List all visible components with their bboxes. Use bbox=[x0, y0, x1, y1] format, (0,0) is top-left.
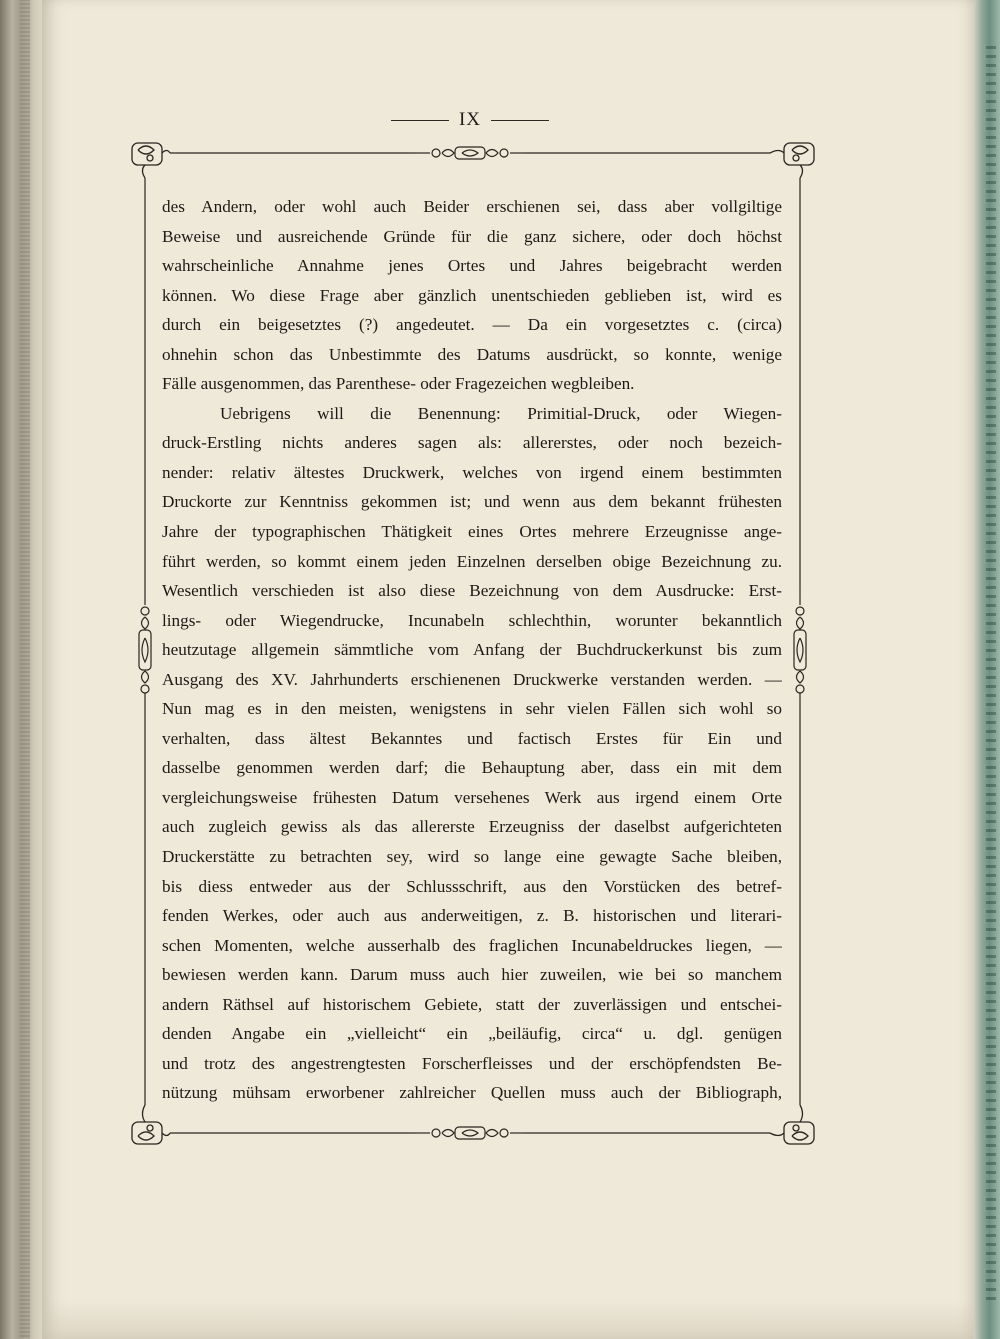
binding-cloth bbox=[20, 0, 30, 1339]
text-line: schen Momenten, welche ausserhalb des fraglichen Incunabeldruckes liegen, — bbox=[162, 935, 782, 955]
text-line: auch zugleich gewiss als das allererste Erzeugniss der daselbst aufgerichteten bbox=[162, 817, 782, 837]
text-line: heutzutage allgemein sämmtliche vom Anfang der Buchdruckerkunst bis zum bbox=[162, 640, 782, 660]
text-line: Beweise und ausreichende Gründe für die ganz sichere, oder doch höchst bbox=[162, 226, 782, 246]
text-line: Druckorte zur Kenntniss gekommen ist; und wenn aus dem bekannt frühesten bbox=[162, 492, 782, 512]
page-number: IX bbox=[458, 109, 482, 130]
text-line: Druckerstätte zu betrachten sey, wird so lange eine gewagte Sache bleiben, bbox=[162, 847, 782, 867]
text-line: lings- oder Wiegendrucke, Incunabeln schlechthin, worunter bekanntlich bbox=[162, 610, 782, 630]
cover-edge-pattern bbox=[986, 40, 996, 1300]
text-line: vergleichungsweise frühesten Datum versehenes Werk aus irgend einem Orte bbox=[162, 787, 782, 807]
body-text bbox=[162, 192, 782, 1108]
text-line: können. Wo diese Frage aber gänzlich unentschieden geblieben ist, wird es bbox=[162, 285, 782, 305]
text-line: durch ein beigesetztes (?) angedeutet. — Da ein vorgesetztes c. (circa) bbox=[162, 315, 782, 335]
text-line: wahrscheinliche Annahme jenes Ortes und Jahres beigebracht werden bbox=[162, 256, 782, 276]
text-line: Jahre der typographischen Thätigkeit eines Ortes mehrere Erzeugnisse ange- bbox=[162, 522, 782, 542]
text-line: Nun mag es in den meisten, wenigstens in sehr vielen Fällen sich wohl so bbox=[162, 699, 782, 719]
text-line: denden Angabe ein „vielleicht“ ein „beiläufig, circa“ u. dgl. genügen bbox=[162, 1024, 782, 1044]
page-shadow bbox=[42, 1300, 974, 1339]
text-line: Uebrigens will die Benennung: Primitial-Druck, oder Wiegen- bbox=[220, 403, 782, 423]
text-line: nützung mühsam erworbener zahlreicher Quellen muss auch der Bibliograph, bbox=[162, 1083, 782, 1103]
text-line: bewiesen werden kann. Darum muss auch hier zuweilen, wie bei so manchem bbox=[162, 965, 782, 985]
text-line: und trotz des angestrengtesten Forscherfleisses und der erschöpfendsten Be- bbox=[162, 1053, 782, 1073]
text-line: druck-Erstling nichts anderes sagen als: allererstes, oder noch bezeich- bbox=[162, 433, 782, 453]
page-header bbox=[380, 108, 560, 132]
text-line: Wesentlich verschieden ist also diese Bezeichnung von dem Ausdrucke: Erst- bbox=[162, 581, 782, 601]
text-line: andern Räthsel auf historischem Gebiete, statt der zuverlässigen und entschei- bbox=[162, 994, 782, 1014]
text-line: nender: relativ ältestes Druckwerk, welches von irgend einem bestimmten bbox=[162, 462, 782, 482]
text-line: ohnehin schon das Unbestimmte des Datums ausdrückt, so konnte, wenige bbox=[162, 344, 782, 364]
text-line: Ausgang des XV. Jahrhunderts erschienenen Druckwerke verstanden werden. — bbox=[162, 669, 782, 689]
header-rule-right bbox=[491, 120, 549, 121]
text-line: verhalten, dass ältest Bekanntes und factisch Erstes für Ein und bbox=[162, 728, 782, 748]
text-line: dasselbe genommen werden darf; die Behauptung aber, dass ein mit dem bbox=[162, 758, 782, 778]
text-line: führt werden, so kommt einem jeden Einzelnen derselben obige Bezeichnung zu. bbox=[162, 551, 782, 571]
text-line: bis diess entweder aus der Schlussschrift, aus den Vorstücken des betref- bbox=[162, 876, 782, 896]
text-line: des Andern, oder wohl auch Beider erschienen sei, dass aber vollgiltige bbox=[162, 197, 782, 216]
text-line: Fälle ausgenommen, das Parenthese- oder Fragezeichen wegbleiben. bbox=[162, 374, 635, 394]
header-rule-left bbox=[391, 120, 449, 121]
text-line: fenden Werkes, oder auch aus anderweitigen, z. B. historischen und literari- bbox=[162, 906, 782, 926]
